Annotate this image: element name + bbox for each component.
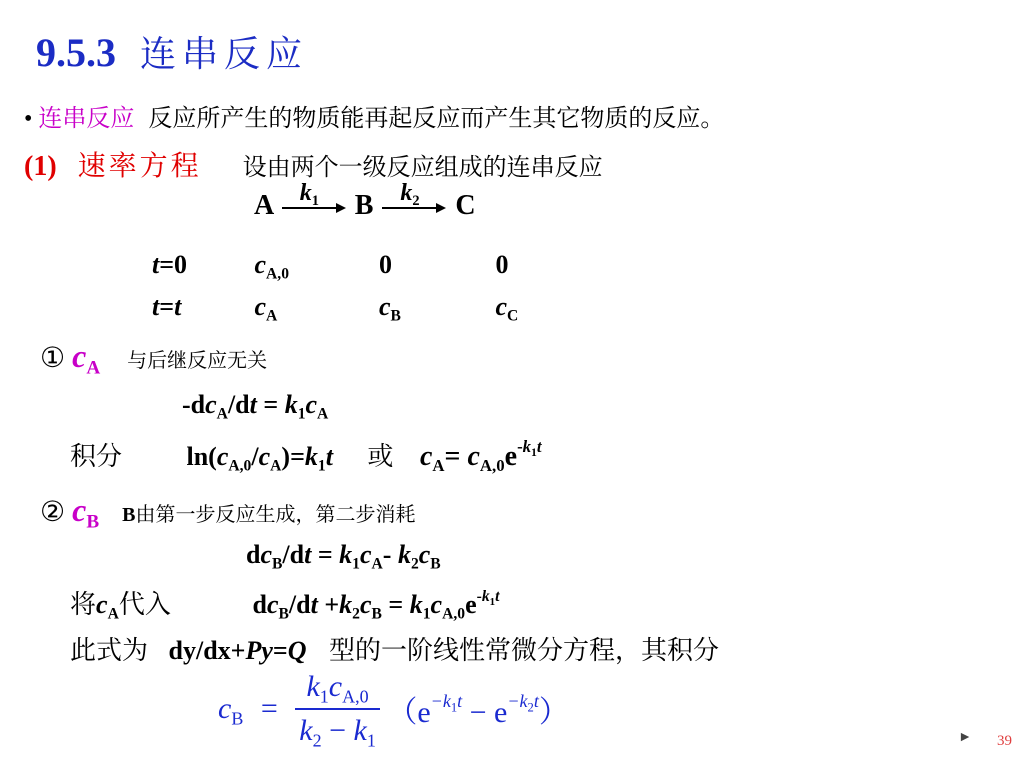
form-post: 型的一阶线性常微分方程，其积分 <box>329 636 720 666</box>
definition-line <box>24 98 724 133</box>
definition-term: 连串反应 <box>38 104 135 132</box>
title-number: 9.5.3 <box>36 30 116 75</box>
integration-line <box>70 436 542 473</box>
substitute-label: 将$c_A$代入 <box>70 590 171 623</box>
rate-k1: $k_1$ <box>299 180 319 210</box>
substituted-equation: $dc_B/dt +k_2c_B = k_1c_{A,0}e^{-k_1t}$ <box>252 587 500 623</box>
reaction-scheme <box>254 180 476 222</box>
cell-cC: $c_C$ <box>495 292 519 325</box>
circled-one: ① <box>40 341 66 374</box>
cell-cA: $c_A$ <box>254 292 278 325</box>
page-title <box>36 26 308 77</box>
result-exponentials: $(e^{-k_1t} - e^{-k_2t})$ <box>387 691 569 729</box>
step1-rate-equation: $-dc_A/dt = k_1c_A$ <box>182 390 329 423</box>
exp-equation: $c_A= c_{A,0}e^{-k_1t}$ <box>419 436 542 475</box>
rate-k2: $k_2$ <box>400 180 420 210</box>
section1-label: (1) <box>24 151 57 182</box>
cell-cC0: 0 <box>495 250 509 279</box>
step2-var: $c_B$ <box>72 492 100 533</box>
step1-note: 与后继反应无关 <box>127 348 268 372</box>
integrate-label: 积分 <box>70 442 123 472</box>
play-right-icon[interactable]: ► <box>958 730 972 745</box>
step1-var: $c_A$ <box>72 338 101 379</box>
section1-desc: 设由两个一级反应组成的连串反应 <box>242 153 603 181</box>
table-row-t0: t=0 $c_{A,0}$ 0 0 <box>152 250 536 280</box>
form-pre: 此式为 <box>70 636 149 666</box>
ode-form: dy/dx+Py=Q <box>168 636 307 665</box>
circled-two: ② <box>40 495 66 528</box>
step2-rate-equation: $dc_B/dt = k_1c_A-$ $k_2c_B$ <box>246 540 441 573</box>
cell-cB: $c_B$ <box>379 292 401 325</box>
step2-heading <box>40 492 416 533</box>
species-C: C <box>455 190 476 221</box>
cell-cB0: 0 <box>379 250 392 279</box>
section1-title: 速率方程 <box>77 149 202 182</box>
result-fraction: $\frac{k_1c_{A,0}}{k_2 - k_1}$ <box>295 670 380 748</box>
cell-cA0: $c_{A,0}$ <box>254 250 290 283</box>
ode-form-line <box>70 630 719 667</box>
substitution-line <box>70 584 499 621</box>
section1-heading <box>24 144 603 184</box>
arrow-k2 <box>380 180 448 222</box>
page-number: 39 <box>997 733 1012 749</box>
result-formula: $c_B$ = $\frac{k_1c_{A,0}}{k_2 - k_1}$ $(e^{-k_1t} - e^{-k_2t})$ <box>218 670 569 750</box>
definition-text: 反应所产生的物质能再起反应而产生其它物质的反应。 <box>148 104 725 132</box>
bullet: • <box>24 106 33 132</box>
table-row-tt: t=t $c_A$ $c_B$ $c_C$ <box>152 292 536 322</box>
or-label: 或 <box>367 442 394 472</box>
step1-heading <box>40 338 268 379</box>
title-text: 连串反应 <box>140 34 309 75</box>
result-lhs: $c_B$ <box>218 691 244 729</box>
ln-equation: $\ln(c_{A,0}/c_A)=k_1t$ <box>186 442 333 475</box>
species-B: B <box>354 190 374 221</box>
step2-note: B由第一步反应生成，第二步消耗 <box>122 502 416 526</box>
species-A: A <box>254 190 273 221</box>
arrow-k1 <box>280 180 348 222</box>
